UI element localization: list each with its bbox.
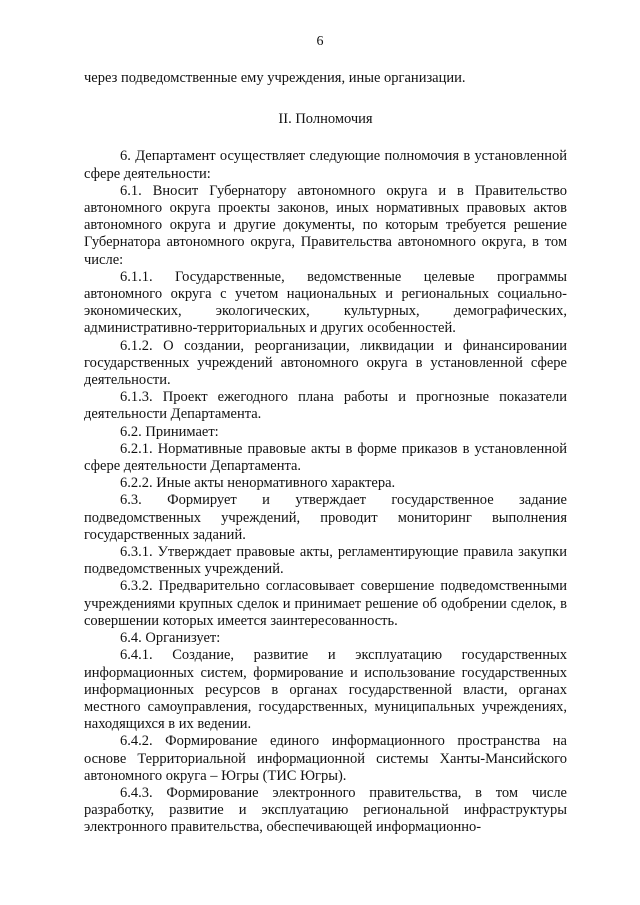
paragraph: 6.3.1. Утверждает правовые акты, регламентирующие правила закупки подведомственных учреждений. xyxy=(84,544,567,578)
paragraph: 6.1.1. Государственные, ведомственные целевые программы автономного округа с учетом национальных и региональных социально-экономических, экологических, культурных, демографических, административно-территориальных и других особенностей. xyxy=(84,268,567,337)
paragraph: 6.2.2. Иные акты ненормативного характера. xyxy=(120,475,396,492)
paragraph: 6.3.2. Предварительно согласовывает совершение подведомственными учреждениями крупных сделок и принимает решение об одобрении сделок, в совершении которых имеется заинтересованность. xyxy=(84,578,567,629)
paragraph: 6.4.1. Создание, развитие и эксплуатацию государственных информационных систем, формирование и использование государственных информационных ресурсов в органах государственной власти, органах местного самоуправления, государственных, муниципальных учреждениях, находящихся в их ведении. xyxy=(84,647,567,733)
paragraph: 6. Департамент осуществляет следующие полномочия в установленной сфере деятельности: xyxy=(84,148,567,182)
page-number: 6 xyxy=(316,34,324,49)
paragraph: 6.1.2. О создании, реорганизации, ликвидации и финансировании государственных учреждений автономного округа в установленной сфере деятельности. xyxy=(84,337,567,389)
paragraph: 6.4. Организует: xyxy=(120,630,221,647)
paragraph: 6.4.2. Формирование единого информационного пространства на основе Территориальной информационной системы Ханты-Мансийского автономного округа – Югры (ТИС Югры). xyxy=(84,733,567,784)
paragraph: через подведомственные ему учреждения, иные организации. xyxy=(84,70,466,86)
paragraph: 6.2. Принимает: xyxy=(120,423,219,440)
paragraph: 6.2.1. Нормативные правовые акты в форме приказов в установленной сфере деятельности Департамента. xyxy=(84,440,567,475)
paragraph: 6.1.3. Проект ежегодного плана работы и прогнозные показатели деятельности Департамента. xyxy=(84,389,567,423)
document-body xyxy=(84,70,567,837)
paragraph: 6.3. Формирует и утверждает государственное задание подведомственных учреждений, проводит мониторинг выполнения государственных заданий. xyxy=(84,492,567,543)
section-heading: II. Полномочия xyxy=(278,111,373,128)
paragraph: 6.4.3. Формирование электронного правительства, в том числе разработку, развитие и эксплуатацию региональной инфраструктуры электронного правительства, обеспечивающей информационно- xyxy=(84,784,567,836)
paragraph: 6.1. Вносит Губернатору автономного округа и в Правительство автономного округа проекты законов, иных нормативных правовых актов автономного округа и другие документы, по которым требуется решение Губернатора автономного округа, Правительства автономного округа, в том числе: xyxy=(84,182,567,268)
